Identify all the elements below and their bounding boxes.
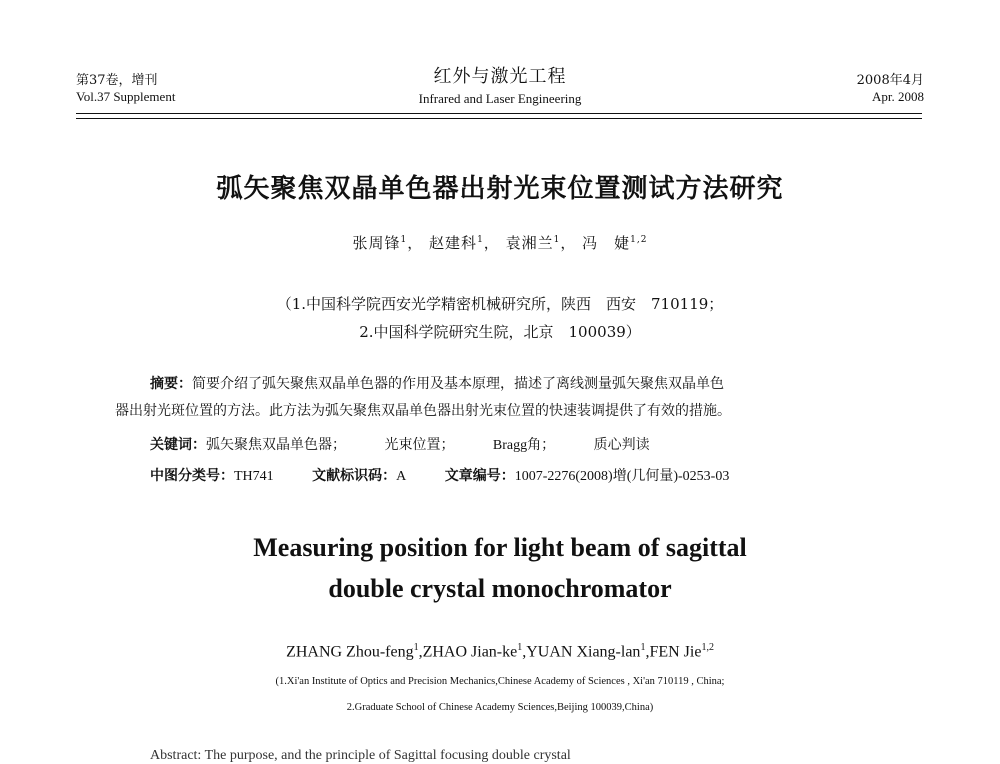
paper-title-en-line2: double crystal monochromator (328, 574, 672, 603)
abstract-zh-line2: 器出射光斑位置的方法。此方法为弧矢聚焦双晶单色器出射光束位置的快速装调提供了有效的措施。 (115, 403, 731, 419)
clc-value: TH741 (234, 469, 274, 484)
author-zh-affil: 1 (477, 235, 484, 245)
affiliation-zh-line: 2.中国科学院研究生院，北京 100039） (359, 323, 641, 341)
keyword-item: Bragg角； (492, 438, 556, 453)
author-en-sep: , (418, 643, 423, 661)
author-en: ZHANG Zhou-feng (286, 643, 414, 661)
journal-name-zh: 红外与激光工程 (433, 66, 567, 87)
author-en-sep: , (522, 643, 527, 661)
author-zh-affil: 1 (553, 235, 561, 245)
author-zh: 张周锋 (352, 234, 401, 252)
journal-name-en: Infrared and Laser Engineering (418, 90, 582, 106)
article-number-value: 1007-2276(2008)增(几何量)-0253-03 (514, 469, 730, 484)
doc-code-value: A (396, 469, 407, 484)
author-zh-sep: ， (483, 234, 500, 252)
abstract-label: 摘要： (150, 376, 192, 392)
paper-title-zh: 弧矢聚焦双晶单色器出射光束位置测试方法研究 (216, 174, 784, 204)
header-volume-zh: 第37卷，增刊 (76, 73, 158, 88)
header-rule-thick (76, 113, 922, 114)
keyword-item: 质心判读 (593, 437, 650, 453)
author-zh: 冯 婕 (582, 234, 631, 252)
author-en-affil: 1 (413, 642, 419, 653)
keywords-zh (150, 434, 650, 454)
header-date (857, 73, 924, 106)
author-en: FEN Jie (649, 643, 702, 661)
author-en: ZHAO Jian-ke (422, 643, 518, 661)
header-volume-en: Vol.37 Supplement (76, 89, 176, 105)
author-zh-sep: ， (560, 234, 577, 252)
keyword-item: 光束位置； (384, 437, 455, 453)
author-en-affil: 1,2 (701, 642, 714, 653)
header-date-en: Apr. 2008 (872, 89, 924, 105)
doc-code-label: 文献标识码： (312, 468, 397, 484)
author-en-affil: 1 (517, 642, 523, 653)
header-journal (0, 66, 1000, 107)
header-date-zh: 2008年4月 (856, 73, 924, 88)
authors-zh (0, 232, 1000, 253)
author-zh: 袁湘兰 (505, 234, 554, 252)
author-zh-sep: ， (407, 234, 424, 252)
author-en-sep: , (645, 643, 650, 661)
author-en-affil: 1 (640, 642, 646, 653)
affiliation-en-line: (1.Xi'an Institute of Optics and Precision Mechanics,Chinese Academy of Sciences , Xi'an 710119 , China; (275, 676, 725, 687)
article-number-label: 文章编号： (444, 468, 515, 484)
abstract-zh-line1 (150, 375, 724, 395)
keywords-label: 关键词： (150, 437, 206, 453)
affiliation-zh-line: （1.中国科学院西安光学精密机械研究所，陕西 西安 710119； (276, 295, 724, 313)
authors-en (0, 642, 1000, 661)
affiliation-en-line: 2.Graduate School of Chinese Academy Sciences,Beijing 100039,China) (346, 702, 654, 713)
author-zh: 赵建科 (429, 234, 478, 252)
paper-title-en-line1: Measuring position for light beam of sagittal (253, 533, 747, 562)
author-en: YUAN Xiang-lan (526, 643, 641, 661)
abstract-text: 简要介绍了弧矢聚焦双晶单色器的作用及基本原理，描述了离线测量弧矢聚焦双晶单色 (192, 376, 724, 392)
header-rule-thin (76, 118, 922, 119)
author-zh-affil: 1 (400, 235, 408, 245)
classification-line (150, 465, 729, 485)
keyword-item: 弧矢聚焦双晶单色器； (206, 437, 346, 453)
abstract-en-partial: Abstract: The purpose, and the principle of Sagittal focusing double crystal (150, 748, 571, 763)
clc-label: 中图分类号： (150, 468, 234, 484)
author-zh-affil: 1,2 (630, 235, 648, 245)
